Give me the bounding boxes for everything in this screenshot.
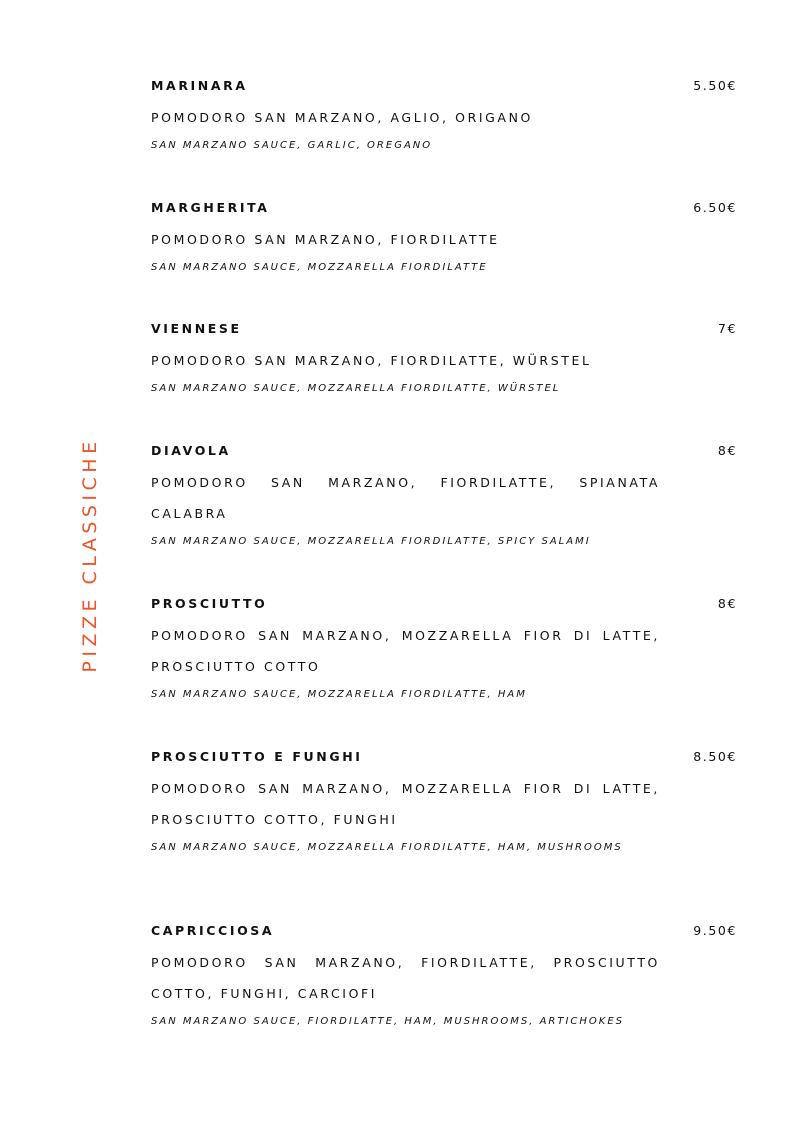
item-price: 6.50€: [693, 200, 737, 215]
item-price: 7€: [717, 321, 737, 336]
item-name: MARINARA: [151, 78, 248, 93]
item-translation: SAN MARZANO SAUCE, GARLIC, OREGANO: [151, 140, 433, 151]
item-name: DIAVOLA: [151, 443, 231, 458]
item-ingredients: POMODORO SAN MARZANO, FIORDILATTE: [151, 232, 500, 247]
item-ingredients: POMODORO SAN MARZANO, AGLIO, ORIGANO: [151, 110, 533, 125]
section-title-text: PIZZE CLASSICHE: [79, 437, 101, 673]
item-name: PROSCIUTTO E FUNGHI: [151, 749, 363, 764]
item-translation: SAN MARZANO SAUCE, FIORDILATTE, HAM, MUSHROOMS, ARTICHOKES: [151, 1016, 625, 1027]
item-translation: SAN MARZANO SAUCE, MOZZARELLA FIORDILATTE: [151, 262, 488, 273]
item-name: PROSCIUTTO: [151, 596, 268, 611]
item-translation: SAN MARZANO SAUCE, MOZZARELLA FIORDILATTE, HAM, MUSHROOMS: [151, 842, 623, 853]
item-price: 5.50€: [693, 78, 737, 93]
item-price: 9.50€: [693, 923, 737, 938]
item-ingredients: POMODORO SAN MARZANO, MOZZARELLA FIOR DI LATTE, PROSCIUTTO COTTO, FUNGHI: [151, 781, 660, 827]
item-name: MARGHERITA: [151, 200, 270, 215]
item-translation: SAN MARZANO SAUCE, MOZZARELLA FIORDILATTE, HAM: [151, 689, 527, 700]
item-ingredients: POMODORO SAN MARZANO, FIORDILATTE, WÜRSTEL: [151, 353, 592, 368]
item-price: 8€: [717, 443, 737, 458]
item-name: VIENNESE: [151, 321, 242, 336]
item-ingredients: POMODORO SAN MARZANO, MOZZARELLA FIOR DI LATTE, PROSCIUTTO COTTO: [151, 628, 660, 674]
item-ingredients: POMODORO SAN MARZANO, FIORDILATTE, SPIANATA CALABRA: [151, 475, 660, 521]
item-translation: SAN MARZANO SAUCE, MOZZARELLA FIORDILATTE, WÜRSTEL: [151, 383, 561, 394]
item-price: 8€: [717, 596, 737, 611]
item-ingredients: POMODORO SAN MARZANO, FIORDILATTE, PROSCIUTTO COTTO, FUNGHI, CARCIOFI: [151, 955, 660, 1001]
item-price: 8.50€: [693, 749, 737, 764]
item-translation: SAN MARZANO SAUCE, MOZZARELLA FIORDILATTE, SPICY SALAMI: [151, 536, 591, 547]
item-name: CAPRICCIOSA: [151, 923, 275, 938]
